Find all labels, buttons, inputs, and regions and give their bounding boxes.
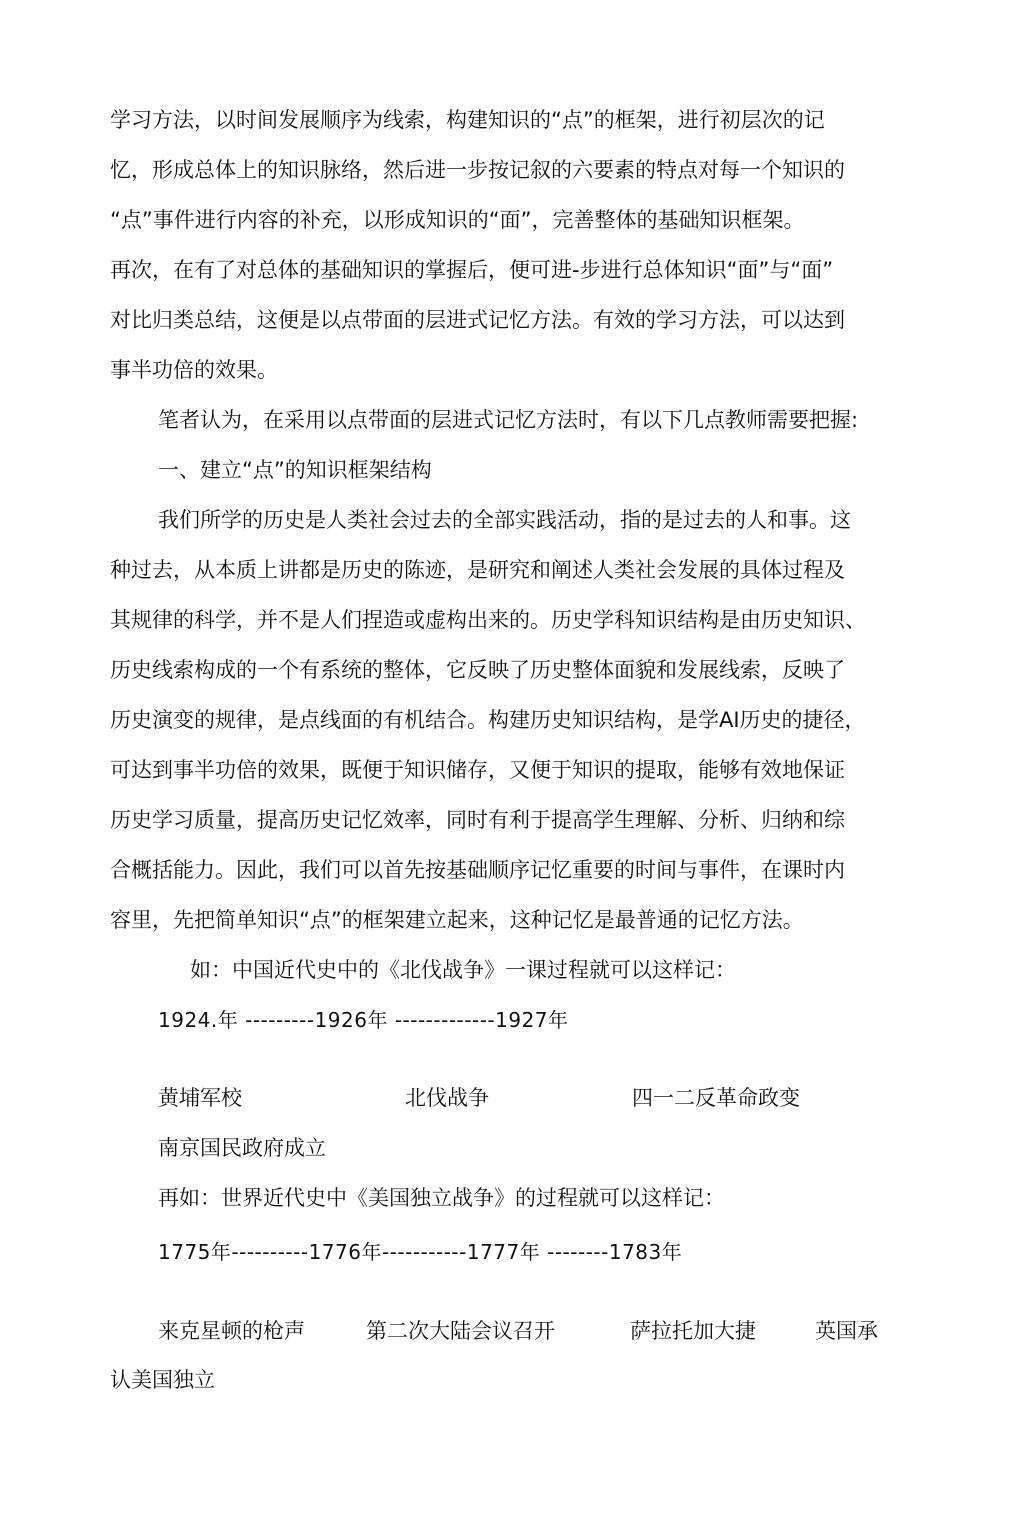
example-2-event-2: 第二次大陆会议召开 (366, 1319, 555, 1343)
example-2-event-4-cont: 认美国独立 (110, 1368, 215, 1392)
example-2-intro: 再如：世界近代史中《美国独立战争》的过程就可以这样记： (158, 1186, 725, 1210)
example-1-timeline: 1924.年 ---------1926年 -------------1927年 (158, 1008, 569, 1032)
example-2-timeline: 1775年----------1776年-----------1777年 --------1783年 (158, 1240, 683, 1264)
example-1-event-2: 北伐战争 (405, 1086, 489, 1110)
paragraph-1-line-3: “点”事件进行内容的补充，以形成知识的“面”，完善整体的基础知识框架。 (110, 208, 805, 232)
paragraph-3-line-4: 历史线索构成的一个有系统的整体，它反映了历史整体面貌和发展线索，反映了 (110, 658, 845, 682)
paragraph-3-line-8: 合概括能力。因此，我们可以首先按基础顺序记忆重要的时间与事件，在课时内 (110, 858, 845, 882)
example-2-event-3: 萨拉托加大捷 (630, 1319, 756, 1343)
paragraph-1-line-4: 再次，在有了对总体的基础知识的掌握后，便可进-步进行总体知识“面”与“面” (110, 258, 834, 282)
example-1-event-1: 黄埔军校 (158, 1086, 242, 1110)
paragraph-3-line-6: 可达到事半功倍的效果，既便于知识储存，又便于知识的提取，能够有效地保证 (110, 758, 845, 782)
paragraph-1-line-6: 事半功倍的效果。 (110, 358, 278, 382)
paragraph-3-line-2: 种过去，从本质上讲都是历史的陈迹，是研究和阐述人类社会发展的具体过程及 (110, 558, 845, 582)
paragraph-3-line-1: 我们所学的历史是人类社会过去的全部实践活动，指的是过去的人和事。这 (158, 508, 851, 532)
example-2-event-1: 来克星顿的枪声 (158, 1319, 305, 1343)
paragraph-3-line-7: 历史学习质量，提高历史记忆效率，同时有利于提高学生理解、分析、归纳和综 (110, 808, 845, 832)
example-2-event-4: 英国承 (815, 1319, 878, 1343)
example-1-event-4: 南京国民政府成立 (158, 1136, 326, 1160)
paragraph-1-line-5: 对比归类总结，这便是以点带面的层进式记忆方法。有效的学习方法，可以达到 (110, 308, 845, 332)
example-1-event-3: 四一二反革命政变 (632, 1086, 800, 1110)
example-1-intro: 如：中国近代史中的《北伐战争》一课过程就可以这样记： (190, 958, 736, 982)
paragraph-3-line-9: 容里，先把简单知识“点”的框架建立起来，这种记忆是最普通的记忆方法。 (110, 908, 804, 932)
paragraph-1-line-1: 学习方法，以时间发展顺序为线索，构建知识的“点”的框架，进行初层次的记 (110, 108, 825, 132)
paragraph-2: 笔者认为，在采用以点带面的层进式记忆方法时，有以下几点教师需要把握: (158, 408, 859, 432)
paragraph-1-line-2: 忆，形成总体上的知识脉络，然后进一步按记叙的六要素的特点对每一个知识的 (110, 158, 845, 182)
paragraph-3-line-3: 其规律的科学，并不是人们捏造或虚构出来的。历史学科知识结构是由历史知识、 (110, 608, 866, 632)
section-heading: 一、建立“点”的知识框架结构 (158, 458, 432, 482)
paragraph-3-line-5: 历史演变的规律，是点线面的有机结合。构建历史知识结构，是学AI历史的捷径， (110, 708, 866, 732)
